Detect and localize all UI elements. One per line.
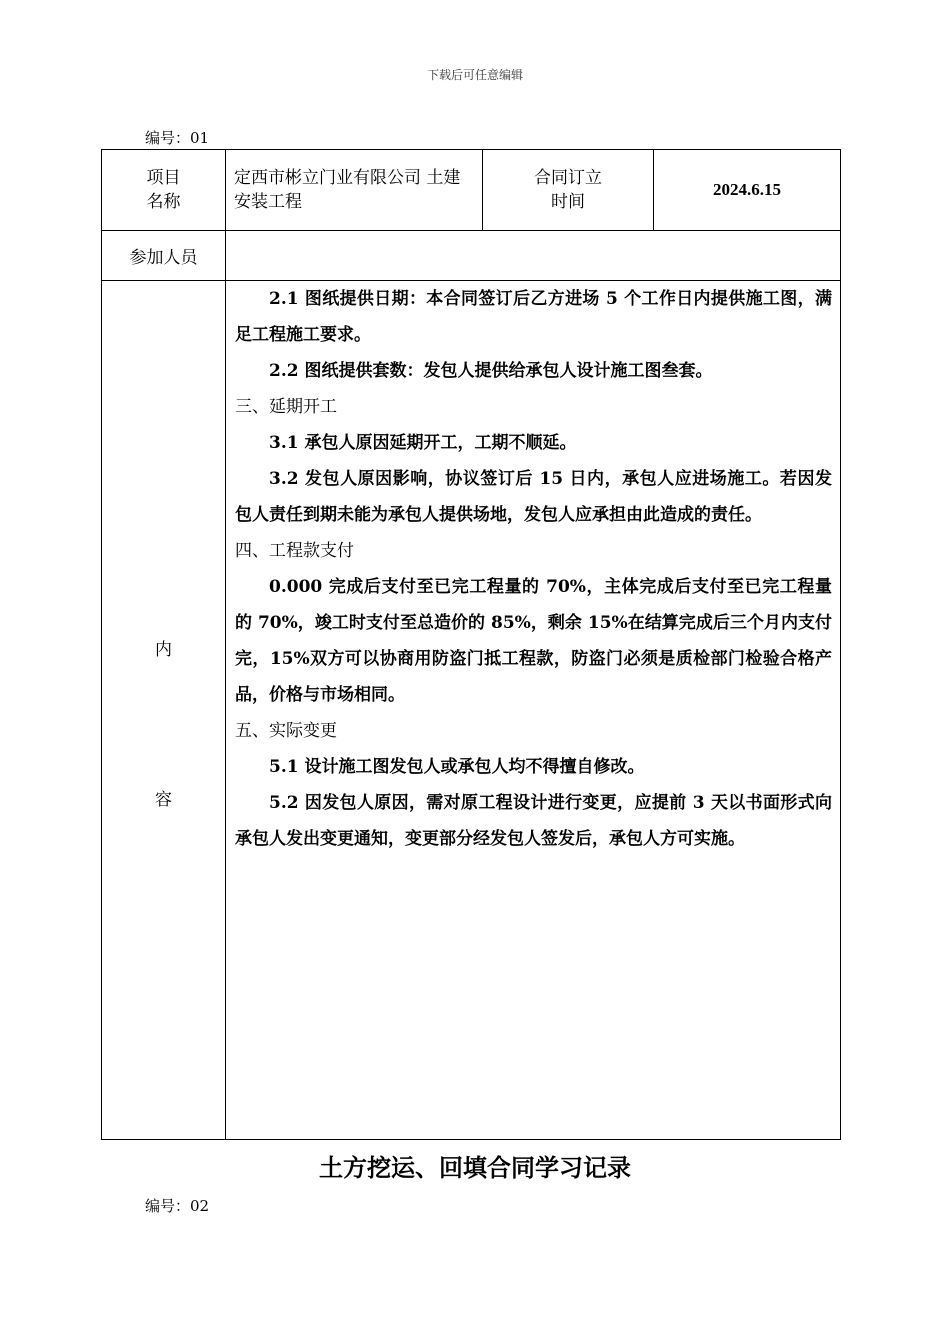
participants-label: 参加人员 [102, 231, 226, 281]
watermark-text: 下载后可任意编辑 [426, 68, 523, 82]
record-table [101, 149, 841, 1140]
project-row [102, 150, 841, 231]
participants-value [226, 231, 841, 281]
record-number-2: 编号：02 [145, 1197, 210, 1215]
record-number: 编号：01 [145, 129, 210, 147]
project-label-line2: 名称 [146, 192, 181, 212]
project-name: 定西市彬立门业有限公司 土建安装工程 [226, 150, 483, 231]
content-paragraph: 0.000 完成后支付至已完工程量的 70%，主体完成后支付至已完工程量的 70%，竣工时支付至总造价的 85%，剩余 15%在结算完成后三个月内支付完，15%双方可以协商用防盗门抵工程款，防盗门必须是质检部门检验合格产品，价格与市场相同。 [235, 577, 832, 705]
content-paragraph: 3.2 发包人原因影响，协议签订后 15 日内，承包人应进场施工。若因发包人责任到期未能为承包人提供场地，发包人应承担由此造成的责任。 [235, 469, 832, 525]
contract-label-line2: 时间 [551, 192, 585, 212]
contract-date-value: 2024.6.15 [654, 150, 841, 231]
contract-date-label-cell [483, 150, 654, 231]
content-paragraph: 5.1 设计施工图发包人或承包人均不得擅自修改。 [269, 757, 645, 777]
content-label-char2: 容 [155, 790, 172, 810]
content-label-char1: 内 [155, 640, 172, 660]
participants-row [102, 231, 841, 281]
content-paragraph: 2.2 图纸提供套数：发包人提供给承包人设计施工图叁套。 [269, 361, 713, 381]
section-heading: 五、实际变更 [235, 721, 337, 741]
document-title: 土方挖运、回填合同学习记录 [319, 1153, 631, 1182]
contract-label-line1: 合同订立 [534, 168, 602, 188]
content-text [235, 281, 832, 857]
content-paragraph: 2.1 图纸提供日期：本合同签订后乙方进场 5 个工作日内提供施工图，满足工程施工要求。 [235, 289, 832, 345]
content-label-cell [102, 281, 226, 1140]
content-paragraph: 5.2 因发包人原因，需对原工程设计进行变更，应提前 3 天以书面形式向承包人发出变更通知，变更部分经发包人签发后，承包人方可实施。 [235, 793, 832, 849]
content-paragraph: 3.1 承包人原因延期开工，工期不顺延。 [269, 433, 577, 453]
project-label-line1: 项目 [146, 168, 181, 188]
section-heading: 四、工程款支付 [235, 541, 354, 561]
content-row [102, 281, 841, 1140]
section-heading: 三、延期开工 [235, 397, 337, 417]
content-body [226, 281, 841, 1140]
project-label-cell [102, 150, 226, 231]
